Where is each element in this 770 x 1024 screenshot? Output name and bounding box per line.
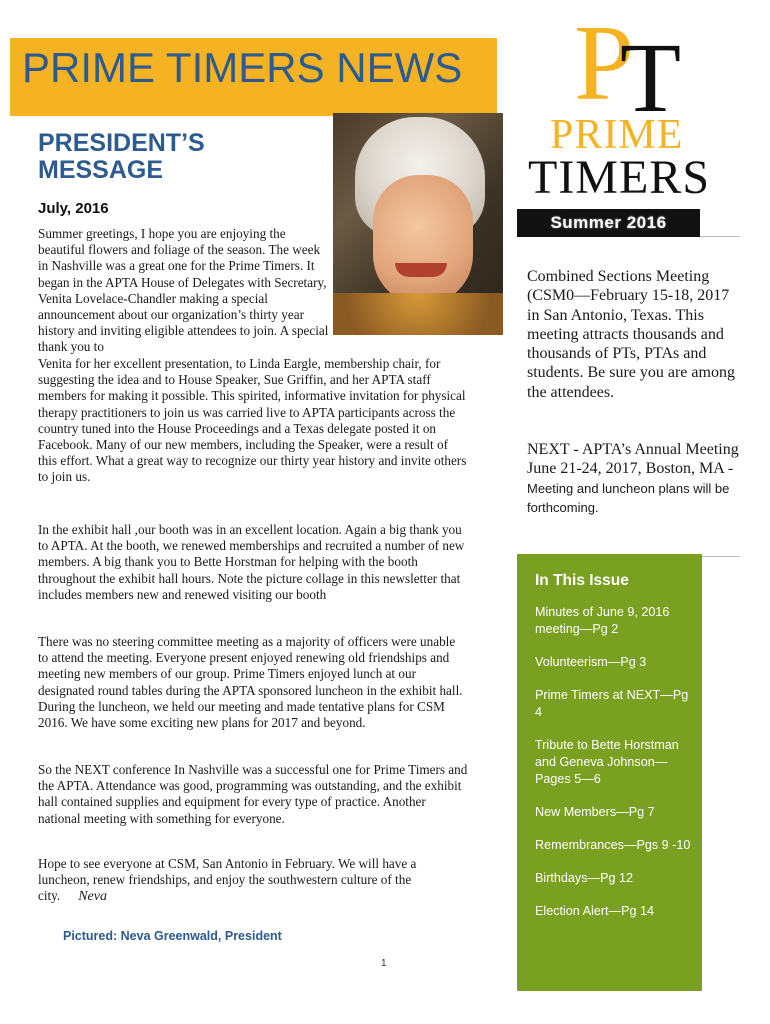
logo-word-prime: PRIME <box>550 112 684 158</box>
issue-item: Remembrances—Pgs 9 -10 <box>535 838 691 852</box>
csm-announcement: Combined Sections Meeting (CSM0—February 15-18, 2017 in San Antonio, Texas. This meeting attracts thousands and thousands of PTs, PTAs and students. Be sure you are among the attendees. <box>527 268 735 401</box>
season-badge: Summer 2016 <box>517 209 700 237</box>
prime-timers-logo <box>528 4 760 204</box>
issue-item: New Members—Pg 7 <box>535 805 655 819</box>
paragraph-1-top: Summer greetings, I hope you are enjoying the beautiful flowers and foliage of the season. The week in Nashville was a great one for the Prime Timers. It began in the APTA House of Delegates with Secretary, Venita Lovelace-Chandler making a special announcement about our organization’s thirty year history and inviting eligible attendees to join. A special thank you to <box>38 226 329 355</box>
signature: Neva <box>78 889 107 905</box>
paragraph-1-bottom: Venita for her excellent presentation, to Linda Eargle, membership chair, for suggesting the idea and to House Speaker, Sue Griffin, and her APTA staff members for making it possible. This spirited, informative invitation for physical therapy practitioners to join us was carried live to APTA participants across the country tuned into the House Proceedings and a Texas delegate posted it on Facebook. Many of our new members, including the Speaker, were a result of this effort. What a great way to recognize our thirty year history and invite others to join us. <box>38 356 467 485</box>
issue-list <box>535 604 695 936</box>
president-message-heading: PRESIDENT’S MESSAGE <box>38 129 205 184</box>
paragraph-2: In the exhibit hall ,our booth was in an excellent location. Again a big thank you to APTA. At the booth, we renewed memberships and recruited a number of new members. A big thank you to Bette Horstman for helping with the booth throughout the exhibit hall hours. Note the picture collage in this newsletter that includes members new and renewed visiting our booth <box>38 522 465 602</box>
in-this-issue-title: In This Issue <box>535 572 629 589</box>
photo-face <box>373 175 473 305</box>
issue-item: Birthdays—Pg 12 <box>535 871 634 885</box>
paragraph-5 <box>38 856 468 906</box>
logo-letter-t: T <box>620 22 682 133</box>
masthead-banner <box>10 38 497 116</box>
logo-word-timers: TIMERS <box>528 151 711 204</box>
photo-smile <box>395 263 447 277</box>
paragraph-5-text: Hope to see everyone at CSM, San Antonio in February. We will have a luncheon, renew friendships, and enjoy the southwestern culture of the city. <box>38 856 417 904</box>
next-announcement <box>527 440 739 517</box>
message-date: July, 2016 <box>38 200 109 217</box>
photo-shirt <box>333 293 503 335</box>
paragraph-3: There was no steering committee meeting as a majority of officers were unable to attend the meeting. Everyone present enjoyed renewing old friendships and meeting new members of our group. Prime Timers enjoyed lunch at our designated round tables during the APTA sponsored luncheon in the exhibit hall. During the luncheon, we held our meeting and made tentative plans for CSM 2016. We have some exciting new plans for 2017 and beyond. <box>38 634 463 731</box>
president-photo <box>333 113 503 335</box>
next-announcement-text: NEXT - APTA’s Annual Meeting June 21-24, 2017, Boston, MA - <box>527 441 739 478</box>
issue-item: Election Alert—Pg 14 <box>535 904 655 918</box>
divider <box>700 236 740 237</box>
issue-item: Tribute to Bette Horstman and Geneva Johnson—Pages 5—6 <box>535 738 679 786</box>
page-number: 1 <box>381 958 387 969</box>
next-announcement-note: Meeting and luncheon plans will be forthcoming. <box>527 480 730 515</box>
issue-item: Volunteerism—Pg 3 <box>535 655 647 669</box>
issue-item: Minutes of June 9, 2016 meeting—Pg 2 <box>535 605 670 636</box>
photo-caption: Pictured: Neva Greenwald, President <box>63 929 282 943</box>
issue-item: Prime Timers at NEXT—Pg 4 <box>535 688 689 719</box>
logo-letter-p: P <box>574 4 635 123</box>
paragraph-4: So the NEXT conference In Nashville was a successful one for Prime Timers and the APTA. Attendance was good, programming was outstanding, and the exhibit hall contained supplies and equipment for every type of practice. Another national meeting with something for everyone. <box>38 762 468 826</box>
newsletter-title: PRIME TIMERS NEWS <box>22 44 463 91</box>
in-this-issue-box <box>517 554 702 991</box>
